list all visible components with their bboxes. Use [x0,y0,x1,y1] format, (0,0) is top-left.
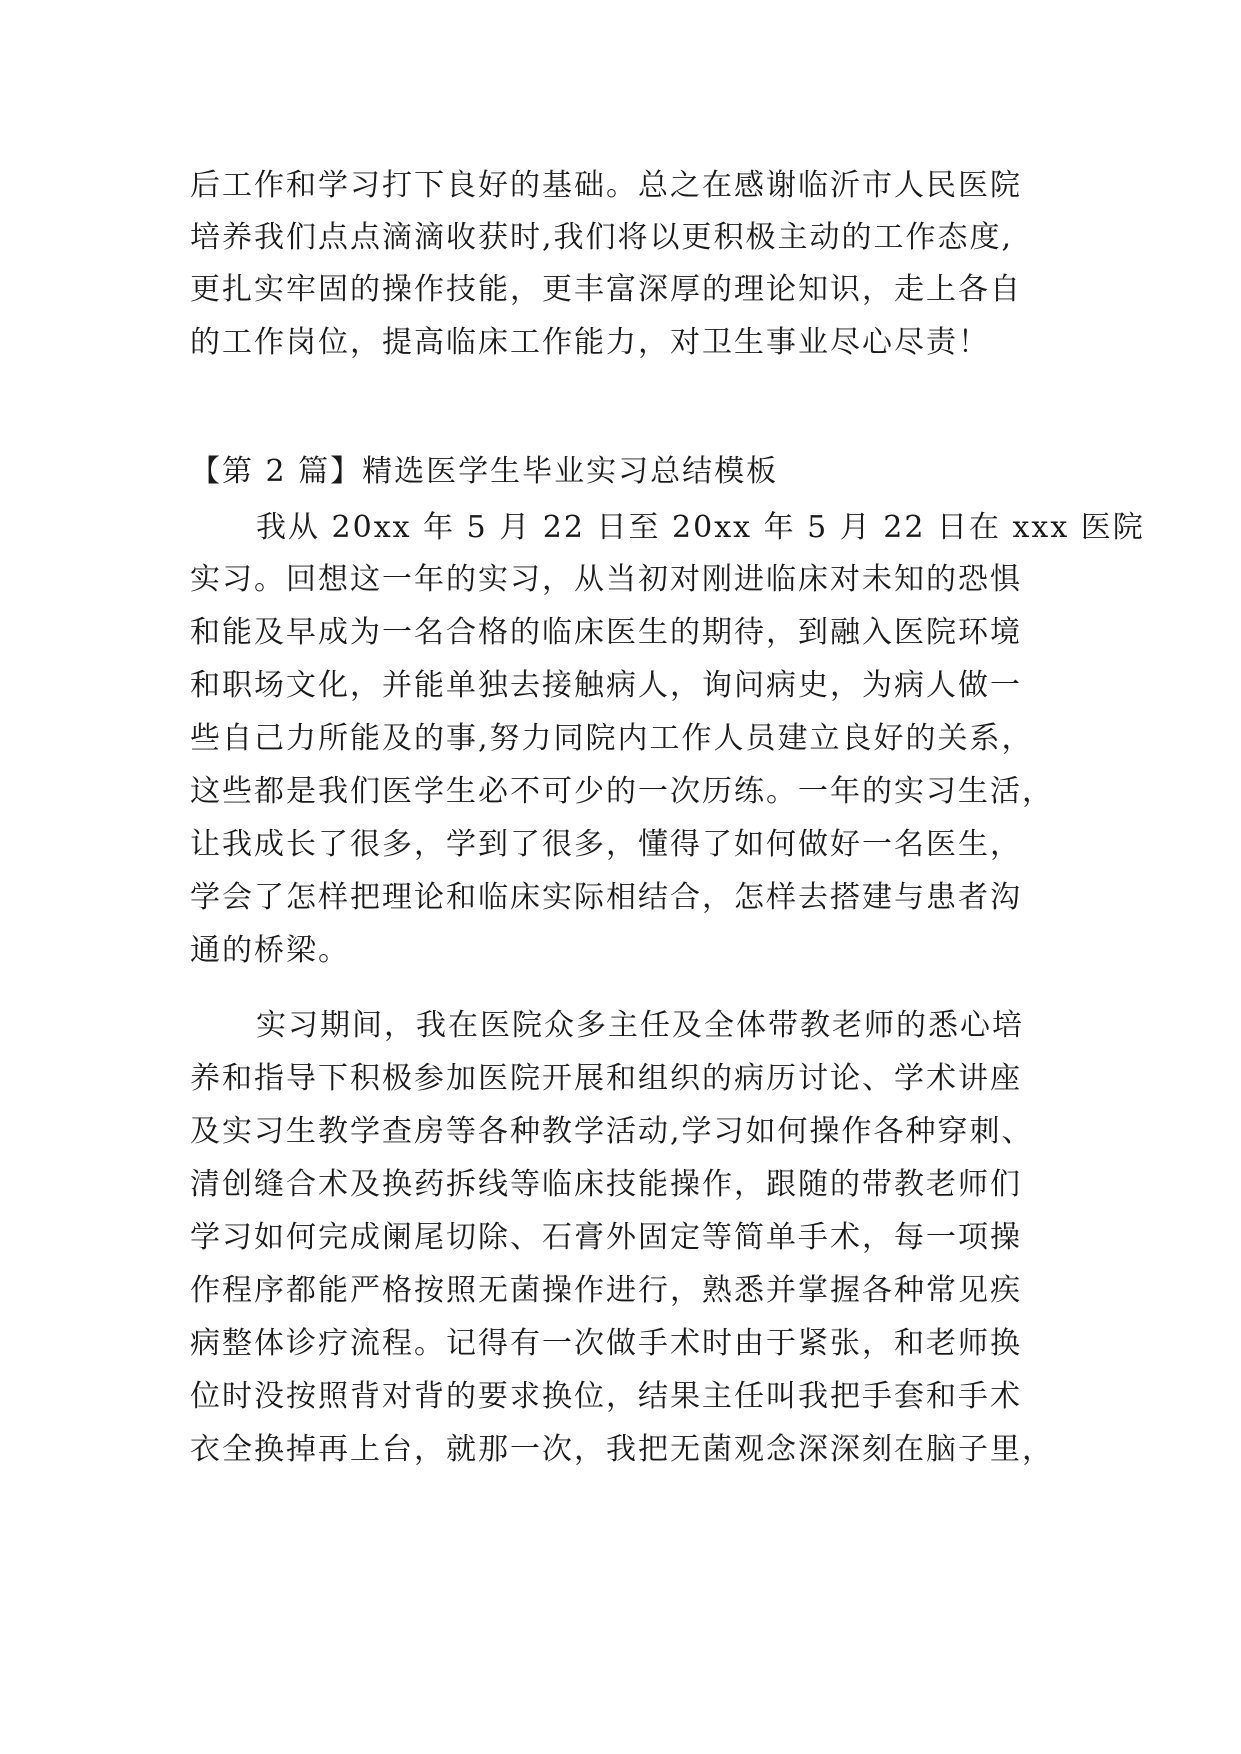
paragraph-2-line-7: 让我成长了很多，学到了很多，懂得了如何做好一名医生， [190,827,1022,862]
paragraph-3-line-1: 实习期间，我在医院众多主任及全体带教老师的悉心培 [256,1008,1024,1043]
paragraph-3-line-5: 学习如何完成阑尾切除、石膏外固定等简单手术，每一项操 [190,1220,1022,1255]
paragraph-3-line-8: 位时没按照背对背的要求换位，结果主任叫我把手套和手术 [190,1379,1022,1414]
section-heading: 【第 2 篇】精选医学生毕业实习总结模板 [190,454,779,489]
paragraph-2-line-9: 通的桥梁。 [190,933,350,968]
paragraph-2-line-1: 我从 20xx 年 5 月 22 日至 20xx 年 5 月 22 日在 xxx 医院 [256,510,1145,545]
paragraph-2-line-3: 和能及早成为一名合格的临床医生的期待，到融入医院环境 [190,615,1022,650]
paragraph-3-line-3: 及实习生教学查房等各种教学活动,学习如何操作各种穿刺、 [190,1114,1034,1149]
paragraph-2-line-6: 这些都是我们医学生必不可少的一次历练。一年的实习生活， [190,774,1054,809]
paragraph-2-line-2: 实习。回想这一年的实习，从当初对刚进临床对未知的恐惧 [190,562,1022,597]
paragraph-1-line-4: 的工作岗位，提高临床工作能力，对卫生事业尽心尽责！ [190,325,990,360]
paragraph-3-line-2: 养和指导下积极参加医院开展和组织的病历讨论、学术讲座 [190,1061,1022,1096]
paragraph-2-line-8: 学会了怎样把理论和临床实际相结合，怎样去搭建与患者沟 [190,880,1022,915]
paragraph-1-line-1: 后工作和学习打下良好的基础。总之在感谢临沂市人民医院 [190,168,1022,203]
paragraph-3-line-7: 病整体诊疗流程。记得有一次做手术时由于紧张，和老师换 [190,1326,1022,1361]
paragraph-3-line-9: 衣全换掉再上台，就那一次，我把无菌观念深深刻在脑子里， [190,1432,1054,1467]
paragraph-1-line-3: 更扎实牢固的操作技能，更丰富深厚的理论知识，走上各自 [190,272,1022,307]
paragraph-3-line-6: 作程序都能严格按照无菌操作进行，熟悉并掌握各种常见疾 [190,1273,1022,1308]
paragraph-2-line-5: 些自己力所能及的事,努力同院内工作人员建立良好的关系， [190,721,1034,756]
paragraph-1-line-2: 培养我们点点滴滴收获时,我们将以更积极主动的工作态度, [190,220,1014,255]
paragraph-3-line-4: 清创缝合术及换药拆线等临床技能操作，跟随的带教老师们 [190,1167,1022,1202]
paragraph-2-line-4: 和职场文化，并能单独去接触病人，询问病史，为病人做一 [190,668,1022,703]
